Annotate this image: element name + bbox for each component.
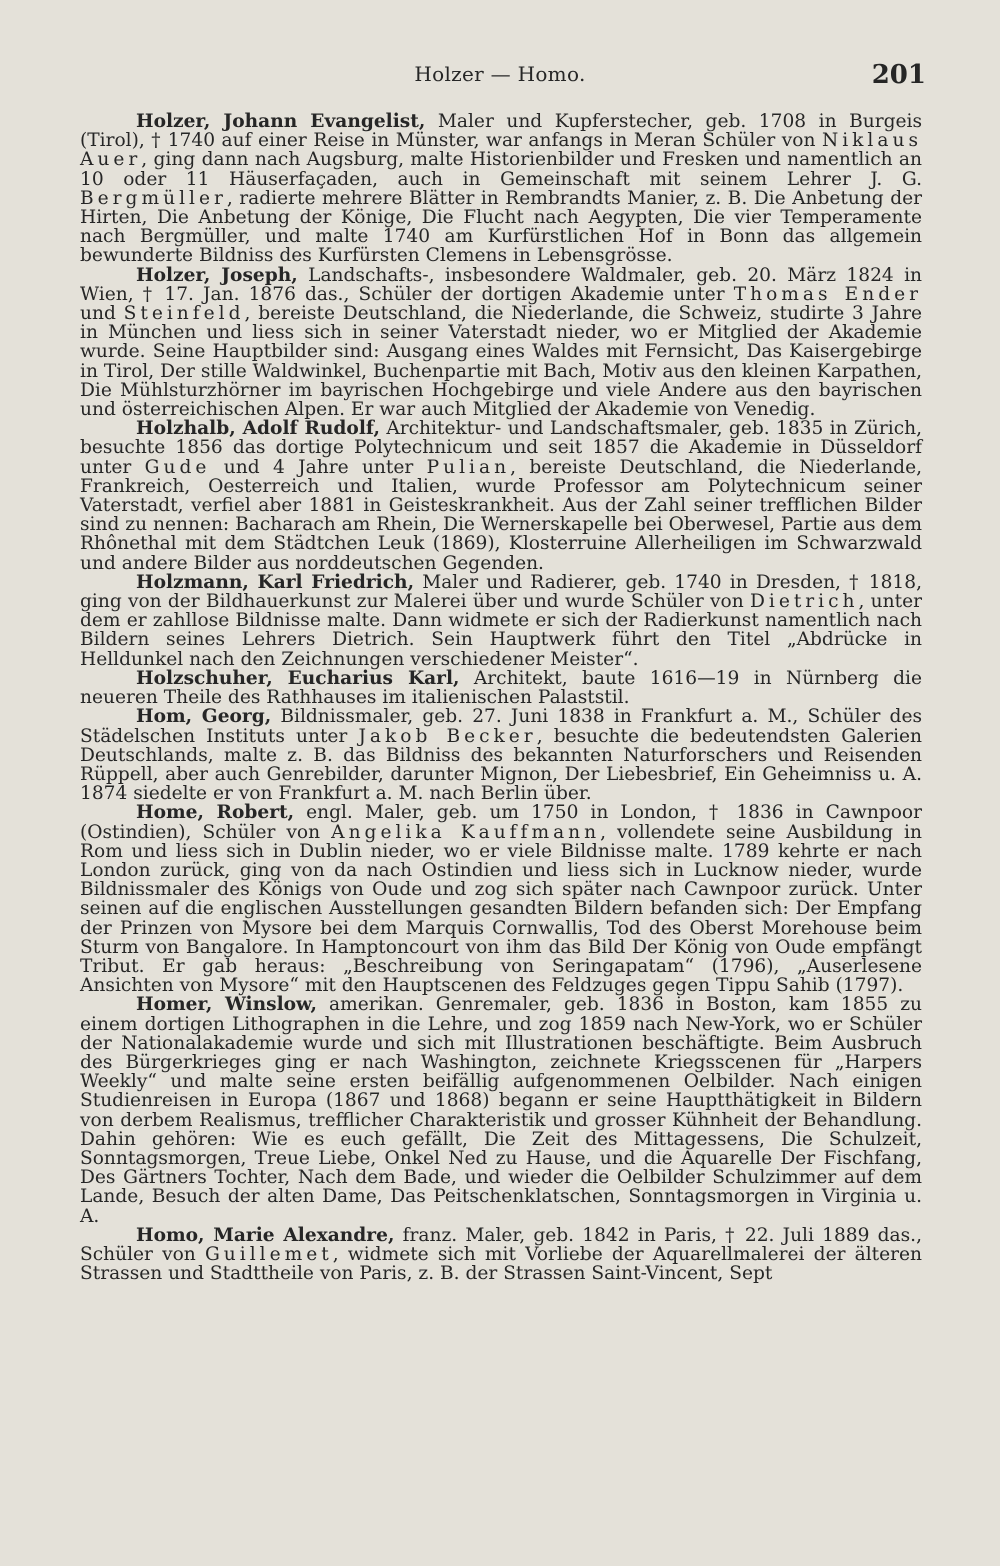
dictionary-entry (80, 803, 922, 995)
entry-text: Bildnissmaler, geb. 27. Juni 1838 in Frankfurt a. M., Schüler des Städelschen Instituts unter (80, 706, 922, 747)
entry-text: amerikan. Genremaler, geb. 1836 in Boston, kam 1855 zu einem dortigen Lithographen in die Lehre, und zog 1859 nach New-York, wo er Schüler der Nationalakademie wurde und sich mit Illustrationen beschäftigte. Beim Ausbruch des Bürgerkrieges ging er nach Washington, zeichnete Kriegsscenen für „Harpers Weekly“ und malte seine ersten beifällig aufgenommenen Oelbilder. Nach einigen Studienreisen in Europa (1867 und 1868) begann er seine Hauptthätigkeit in Bildern von derbem Realismus, trefflicher Charakteristik und grosser Kühnheit der Behandlung. Dahin gehören: Wie es euch gefällt, Die Zeit des Mittagessens, Die Schulzeit, Sonntagsmorgen, Treue Liebe, Onkel Ned zu Hause, und die Aquarelle Der Fischfang, Des Gärtners Tochter, Nach dem Bade, und wieder die Oelbilder Schulzimmer auf dem Lande, Besuch der alten Dame, Das Peitschenklatschen, Sonntagsmorgen in Virginia u. A. (80, 994, 922, 1227)
entry-headword: Holzer, Johann Evangelist, (136, 111, 426, 132)
entry-headword: Home, Robert, (136, 802, 295, 824)
spaced-name: Bergmüller (80, 187, 227, 209)
dictionary-entry (80, 419, 922, 573)
spaced-name: Gude (144, 456, 211, 478)
spaced-name: Jakob Becker (358, 725, 537, 747)
dictionary-entry (80, 995, 922, 1225)
dictionary-entry (80, 1226, 922, 1284)
page-number: 201 (871, 60, 926, 90)
spaced-name: Steinfeld (123, 303, 245, 325)
entry-text: Landschafts-, insbesondere Waldmaler, geb. 20. März 1824 in Wien, † 17. Jan. 1876 das., Schüler der dortigen Akademie unter (80, 264, 922, 305)
entry-text: , besuchte die bedeutendsten Galerien Deutschlands, malte z. B. das Bildniss des bekannten Naturforschers und Reisenden Rüppell, aber auch Genrebilder, darunter Mignon, Der Liebesbrief, Ein Geheimniss u. A. 1874 siedelte er von Frankfurt a. M. nach Berlin über. (80, 725, 922, 805)
entry-headword: Holzmann, Karl Friedrich, (136, 571, 415, 593)
entry-headword: Homo, Marie Alexandre, (136, 1224, 395, 1246)
entry-text: franz. Maler, geb. 1842 in Paris, † 22. Juli 1889 das., Schüler von (80, 1224, 922, 1265)
entry-headword: Holzhalb, Adolf Rudolf, (136, 418, 380, 440)
spaced-name: Angelika Kauffmann (331, 821, 601, 843)
entry-text: und 4 Jahre unter (210, 456, 427, 478)
entry-text: und (80, 303, 124, 325)
entry-headword: Holzer, Joseph, (136, 264, 298, 286)
running-title: Holzer — Homo. (414, 62, 586, 86)
spaced-name: Guillemet (204, 1243, 333, 1265)
entry-text: , bereiste Deutschland, die Niederlande, Frankreich, Oesterreich und Italien, wurde Professor am Polytechnicum seiner Vaterstadt, verfiel aber 1881 in Geisteskrankheit. Aus der Zahl seiner trefflichen Bilder sind zu nennen: Bacharach am Rhein, Die Wernerskapelle bei Oberwesel, Partie aus dem Rhônethal mit dem Städtchen Leuk (1869), Klosterruine Allerheiligen im Schwarzwald und andere Bilder aus norddeutschen Gegenden. (80, 456, 922, 574)
entry-text: engl. Maler, geb. um 1750 in London, † 1836 in Cawnpoor (Ostindien), Schüler von (80, 802, 922, 843)
entry-text: , unter dem er zahllose Bildnisse malte. Dann widmete er sich der Radierkunst namentlich nach Bildern seines Lehrers Dietrich. Sein Hauptwerk führt den Titel „Abdrücke in Helldunkel nach den Zeichnungen verschiedener Meister“. (80, 591, 922, 670)
dictionary-entry (80, 573, 922, 669)
dictionary-entries (80, 112, 922, 1283)
entry-text: , vollendete seine Ausbildung in Rom und liess sich in Dublin nieder, wo er viele Bildnisse malte. 1789 kehrte er nach London zurück, ging von da nach Ostindien und liess sich in Lucknow nieder, wurde Bildnissmaler des Königs von Oude und zog sich später nach Cawnpoor zurück. Unter seinen auf die englischen Ausstellungen gesandten Bildern befanden sich: Der Empfang der Prinzen von Mysore bei dem Marquis Cornwallis, Tod des Oberst Morehouse beim Sturm von Bangalore. In Hamptoncourt von ihm das Bild Der König von Oude empfängt Tribut. Er gab heraus: „Beschreibung von Seringapatam“ (1796), „Auserlesene Ansichten von Mysore“ mit den Hauptscenen des Feldzuges gegen Tippu Sahib (1797). (80, 821, 922, 997)
entry-headword: Homer, Winslow, (136, 994, 317, 1016)
entry-text: , bereiste Deutschland, die Niederlande, die Schweiz, studirte 3 Jahre in München und liess sich in seiner Vaterstadt nieder, wo er Mitglied der Akademie wurde. Seine Hauptbilder sind: Ausgang eines Waldes mit Fernsicht, Das Kaisergebirge in Tirol, Der stille Waldwinkel, Buchenpartie mit Bach, Motiv aus den kleinen Karpathen, Die Mühlsturzhörner im bayrischen Hochgebirge und viele Andere aus den bayrischen und österreichischen Alpen. Er war auch Mitglied der Akademie von Venedig. (80, 303, 922, 421)
entry-text: , ging dann nach Augsburg, malte Historienbilder und Fresken und namentlich an 10 oder 11 Häuserfaçaden, auch in Gemeinschaft mit seinem Lehrer J. G. (80, 149, 922, 190)
entry-text: Maler und Kupferstecher, geb. 1708 in Burgeis (Tirol), † 1740 auf einer Reise in Münster, war anfangs in Meran Schüler von (80, 111, 922, 152)
spaced-name: Dietrich (749, 591, 859, 613)
spaced-name: Niklaus Auer (80, 130, 922, 171)
dictionary-entry (80, 707, 922, 803)
entry-text: Maler und Radierer, geb. 1740 in Dresden, † 1818, ging von der Bildhauerkunst zur Malerei über und wurde Schüler von (80, 571, 922, 613)
entry-text: Architekt, baute 1616—19 in Nürnberg die neueren Theile des Rathhauses im italienischen Palaststil. (80, 667, 922, 709)
entry-text: , widmete sich mit Vorliebe der Aquarellmalerei der älteren Strassen und Stadttheile von Paris, z. B. der Strassen Saint-Vincent, Sept (80, 1243, 922, 1285)
entry-headword: Holzschuher, Eucharius Karl, (136, 667, 460, 689)
dictionary-entry (80, 266, 922, 420)
dictionary-entry (80, 112, 922, 266)
entry-text: , radierte mehrere Blätter in Rembrandts Manier, z. B. Die Anbetung der Hirten, Die Anbetung der Könige, Die Flucht nach Aegypten, Die vier Temperamente nach Bergmüller, und malte 1740 am Kurfürstlichen Hof in Bonn das allgemein bewunderte Bildniss des Kurfürsten Clemens in Lebensgrösse. (80, 187, 922, 267)
entry-text: Architektur- und Landschaftsmaler, geb. 1835 in Zürich, besuchte 1856 das dortige Polytechnicum und seit 1857 die Akademie in Düsseldorf unter (80, 418, 922, 478)
entry-headword: Hom, Georg, (136, 706, 272, 728)
spaced-name: Thomas Ender (733, 283, 922, 305)
spaced-name: Pulian (426, 456, 511, 478)
dictionary-entry (80, 669, 922, 707)
